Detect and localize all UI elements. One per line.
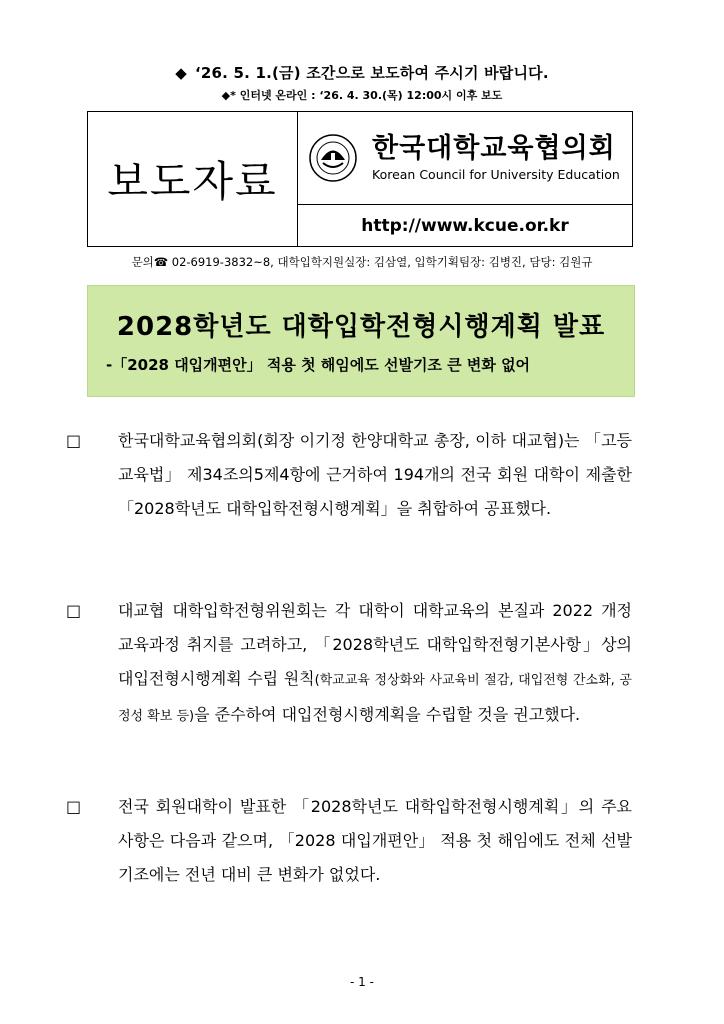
organization-name-korean: 한국대학교육협의회 xyxy=(372,133,616,164)
embargo-notice xyxy=(0,62,724,83)
headline-box xyxy=(87,285,635,397)
embargo-online-notice: ◆* 인터넷 온라인 : ‘26. 4. 30.(목) 12:00시 이후 보도 xyxy=(221,89,503,102)
paragraph-2 xyxy=(66,594,632,734)
paragraph-3-text: 전국 회원대학이 발표한 「2028학년도 대학입학전형시행계획」의 주요 사항은 다음과 같으며, 「2028 대입개편안」 적용 첫 해임에도 전체 선발 기조에는 전년 대비 큰 변화가 없었다. xyxy=(118,797,632,884)
organization-cell xyxy=(298,112,632,246)
press-release-header xyxy=(87,111,633,247)
paragraph-2-text-a: 대교협 대학입학전형위원회는 각 대학이 대학교육의 본질과 2022 개정 교육과정 취지를 고려하고, 「2028학년도 대학입학전형기본사항」상의 대입전형시행계획 수립 원칙 xyxy=(118,601,632,688)
website-url[interactable]: http://www.kcue.or.kr xyxy=(361,215,569,236)
embargo-text: ‘26. 5. 1.(금) 조간으로 보도하여 주시기 바랍니다. xyxy=(195,64,549,82)
checkbox-bullet-icon: □ xyxy=(66,797,82,816)
checkbox-bullet-icon: □ xyxy=(66,601,82,620)
organization-name-english: Korean Council for University Education xyxy=(372,167,620,182)
kcue-seal-logo-icon xyxy=(308,133,358,183)
checkbox-bullet-icon: □ xyxy=(66,431,82,450)
page-number: - 1 - xyxy=(350,975,374,989)
paragraph-2-text-small: (학교교육 정상화와 사교육비 절감, 대입전형 간소화, 공정성 확보 등) xyxy=(118,673,632,724)
subheadline: -「2028 대입개편안」 적용 첫 해임에도 선발기조 큰 변화 없어 xyxy=(106,356,531,374)
organization-names xyxy=(372,133,620,183)
press-label-cell xyxy=(88,112,298,246)
diamond-icon: ◆ xyxy=(175,64,187,82)
paragraph-3 xyxy=(66,790,632,892)
contact-info: 문의☎ 02-6919-3832~8, 대학입학지원실장: 김삼열, 입학기획팀장: 김병진, 담당: 김원규 xyxy=(131,255,593,269)
headline: 2028학년도 대학입학전형시행계획 발표 xyxy=(116,312,606,342)
organization-row xyxy=(298,112,632,205)
paragraph-1 xyxy=(66,424,632,526)
paragraph-1-text: 한국대학교육협의회(회장 이기정 한양대학교 총장, 이하 대교협)는 「고등교육법」 제34조의5제4항에 근거하여 194개의 전국 회원 대학이 제출한 「2028학년도 대학입학전형시행계획」을 취합하여 공표했다. xyxy=(118,431,632,518)
paragraph-2-text-b: 을 준수하여 대입전형시행계획을 수립할 것을 권고했다. xyxy=(194,705,581,724)
press-release-label: 보도자료 xyxy=(107,157,278,206)
